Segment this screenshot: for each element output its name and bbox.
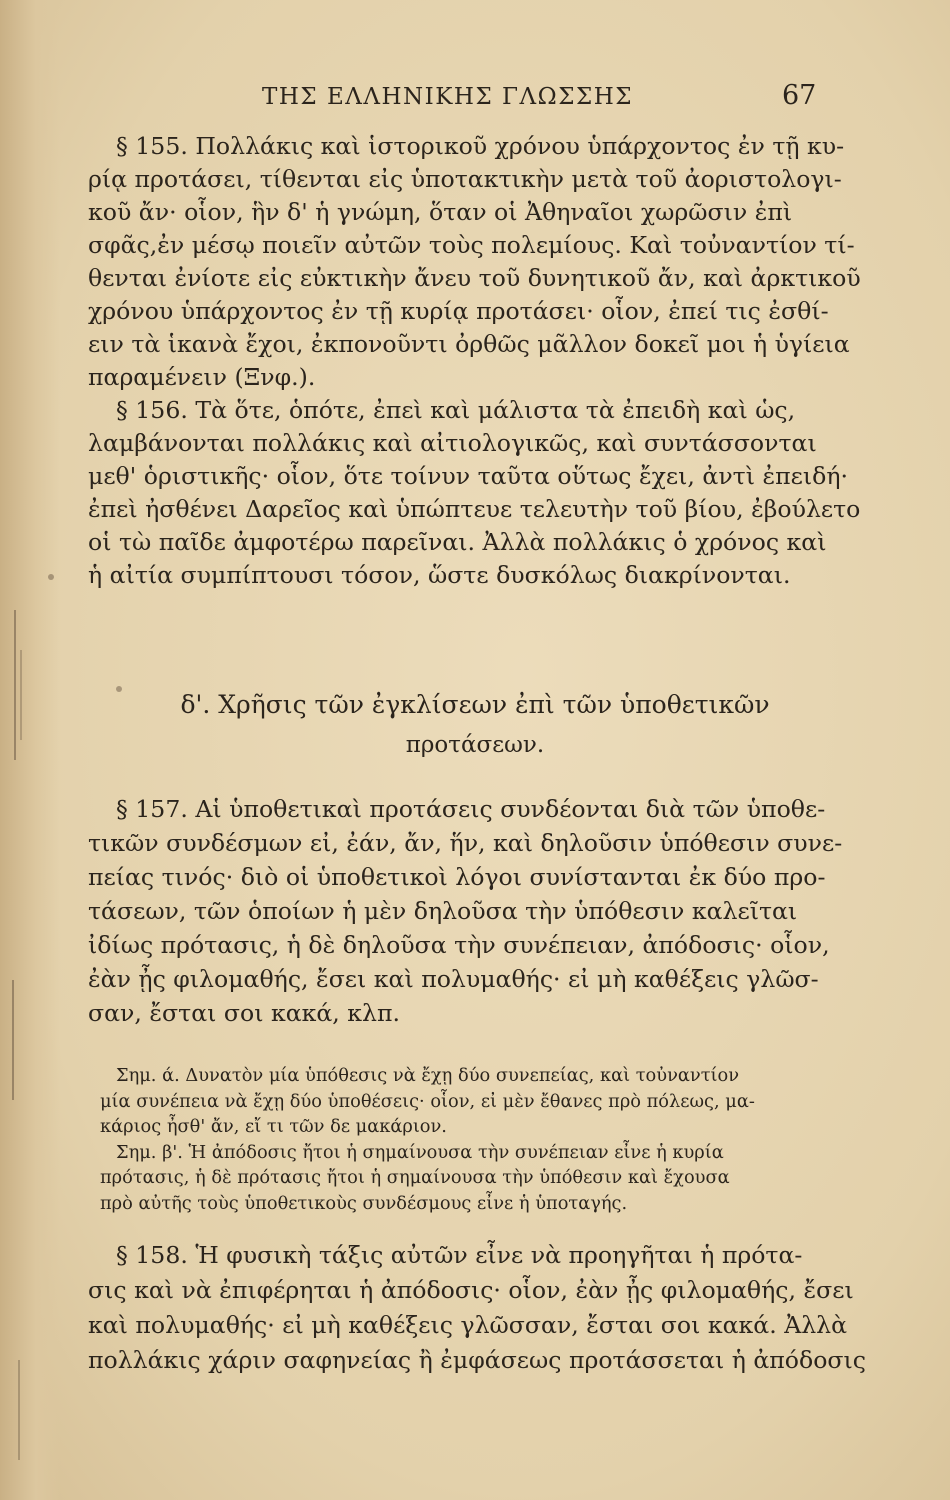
subsection-heading-line-2: προτάσεων. [405,732,545,758]
text-line: πολλάκις χάριν σαφηνείας ἢ ἐμφάσεως προτάσσεται ἡ ἀπόδοσις [88,1346,866,1374]
text-line: λαμβάνονται πολλάκις καὶ αἰτιολογικῶς, καὶ συντάσσονται [88,429,817,457]
margin-pencil-mark [12,980,14,1100]
footnotes [100,1063,860,1216]
text-line: § 158. Ἡ φυσικὴ τάξις αὐτῶν εἶνε νὰ προηγῆται ἡ πρότα- [116,1241,803,1269]
text-line: ἐὰν ᾖς φιλομαθής, ἔσει καὶ πολυμαθής· εἰ μὴ καθέξεις γλῶσ- [88,965,819,993]
text-line: θενται ἐνίοτε εἰς εὐκτικὴν ἄνευ τοῦ δυνητικοῦ ἄν, καὶ ἀρκτικοῦ [88,264,861,292]
text-line: τάσεων, τῶν ὁποίων ἡ μὲν δηλοῦσα τὴν ὑπόθεσιν καλεῖται [88,897,798,925]
note-line: Σημ. ά. Δυνατὸν μία ὑπόθεσις νὰ ἔχῃ δύο συνεπείας, καὶ τοὐναντίον [116,1065,740,1086]
text-line: σις καὶ νὰ ἐπιφέρηται ἡ ἀπόδοσις· οἷον, ἐὰν ᾖς φιλομαθής, ἔσει [88,1276,854,1304]
text-line: σαν, ἔσται σοι κακά, κλπ. [88,999,401,1027]
section-158 [88,1238,866,1378]
page-header [0,80,950,120]
margin-pencil-mark [18,1360,20,1460]
text-line: τικῶν συνδέσμων εἰ, ἐάν, ἄν, ἥν, καὶ δηλοῦσιν ὑπόθεσιν συνε- [88,829,843,857]
text-line: § 157. Αἱ ὑποθετικαὶ προτάσεις συνδέονται διὰ τῶν ὑποθε- [116,795,826,823]
text-line: § 155. Πολλάκις καὶ ἱστορικοῦ χρόνου ὑπάρχοντος ἐν τῇ κυ- [116,132,845,160]
text-line: παραμένειν (Ξνφ.). [88,363,316,391]
note-line: μία συνέπεια νὰ ἔχῃ δύο ὑποθέσεις· οἷον, εἰ μὲν ἔθανες πρὸ πόλεως, μα- [100,1090,755,1112]
running-head: ΤΗΣ ΕΛΛΗΝΙΚΗΣ ΓΛΩΣΣΗΣ [262,84,634,110]
note-line: κάριος ἦσθ' ἄν, εἴ τι τῶν δε μακάριον. [100,1116,447,1137]
text-line: κοῦ ἄν· οἷον, ἣν δ' ἡ γνώμη, ὅταν οἱ Ἀθηναῖοι χωρῶσιν ἐπὶ [88,198,793,226]
text-line: καὶ πολυμαθής· εἰ μὴ καθέξεις γλῶσσαν, ἔσται σοι κακά. Ἀλλὰ [88,1311,848,1339]
note-line: Σημ. β'. Ἡ ἀπόδοσις ἤτοι ἡ σημαίνουσα τὴν συνέπειαν εἶνε ἡ κυρία [116,1141,724,1163]
text-line: χρόνου ὑπάρχοντος ἐν τῇ κυρίᾳ προτάσει· οἷον, ἐπεί τις ἐσθί- [88,297,829,325]
text-line: ρίᾳ προτάσει, τίθενται εἰς ὑποτακτικὴν μετὰ τοῦ ἀοριστολογι- [88,165,842,193]
body-text [88,130,861,592]
text-line: ἡ αἰτία συμπίπτουσι τόσον, ὥστε δυσκόλως διακρίνονται. [88,561,791,589]
margin-ink-spot [48,574,54,580]
text-line: πείας τινός· διὸ οἱ ὑποθετικοὶ λόγοι συνίστανται ἐκ δύο προ- [88,863,826,891]
note-line: πρὸ αὐτῆς τοὺς ὑποθετικοὺς συνδέσμους εἶνε ἡ ὑποταγής. [100,1192,628,1214]
section-155 [88,130,861,394]
section-156 [88,394,861,592]
text-line: μεθ' ὁριστικῆς· οἷον, ὅτε τοίνυν ταῦτα οὕτως ἔχει, ἀντὶ ἐπειδή· [88,462,848,490]
text-line: § 156. Τὰ ὅτε, ὁπότε, ἐπεὶ καὶ μάλιστα τὰ ἐπειδὴ καὶ ὡς, [116,396,796,424]
text-line: οἱ τὼ παῖδε ἀμφοτέρω παρεῖναι. Ἀλλὰ πολλάκις ὁ χρόνος καὶ [88,528,827,556]
page-number: 67 [782,80,817,111]
note-line: πρότασις, ἡ δὲ πρότασις ἤτοι ἡ σημαίνουσα τὴν ὑπόθεσιν καὶ ἔχουσα [100,1167,730,1188]
text-line: ἰδίως πρότασις, ἡ δὲ δηλοῦσα τὴν συνέπειαν, ἀπόδοσις· οἷον, [88,931,830,959]
subsection-heading-line-1: δ'. Χρῆσις τῶν ἐγκλίσεων ἐπὶ τῶν ὑποθετικῶν [180,690,770,719]
text-line: ειν τὰ ἱκανὰ ἔχοι, ἐκπονοῦντι ὀρθῶς μᾶλλον δοκεῖ μοι ἡ ὑγίεια [88,330,850,358]
section-157 [88,792,858,1030]
text-line: ἐπεὶ ἠσθένει Δαρεῖος καὶ ὑπώπτευε τελευτὴν τοῦ βίου, ἐβούλετο [88,495,861,523]
text-line: σφᾶς,ἐν μέσῳ ποιεῖν αὐτῶν τοὺς πολεμίους. Καὶ τοὐναντίον τί- [88,231,855,259]
